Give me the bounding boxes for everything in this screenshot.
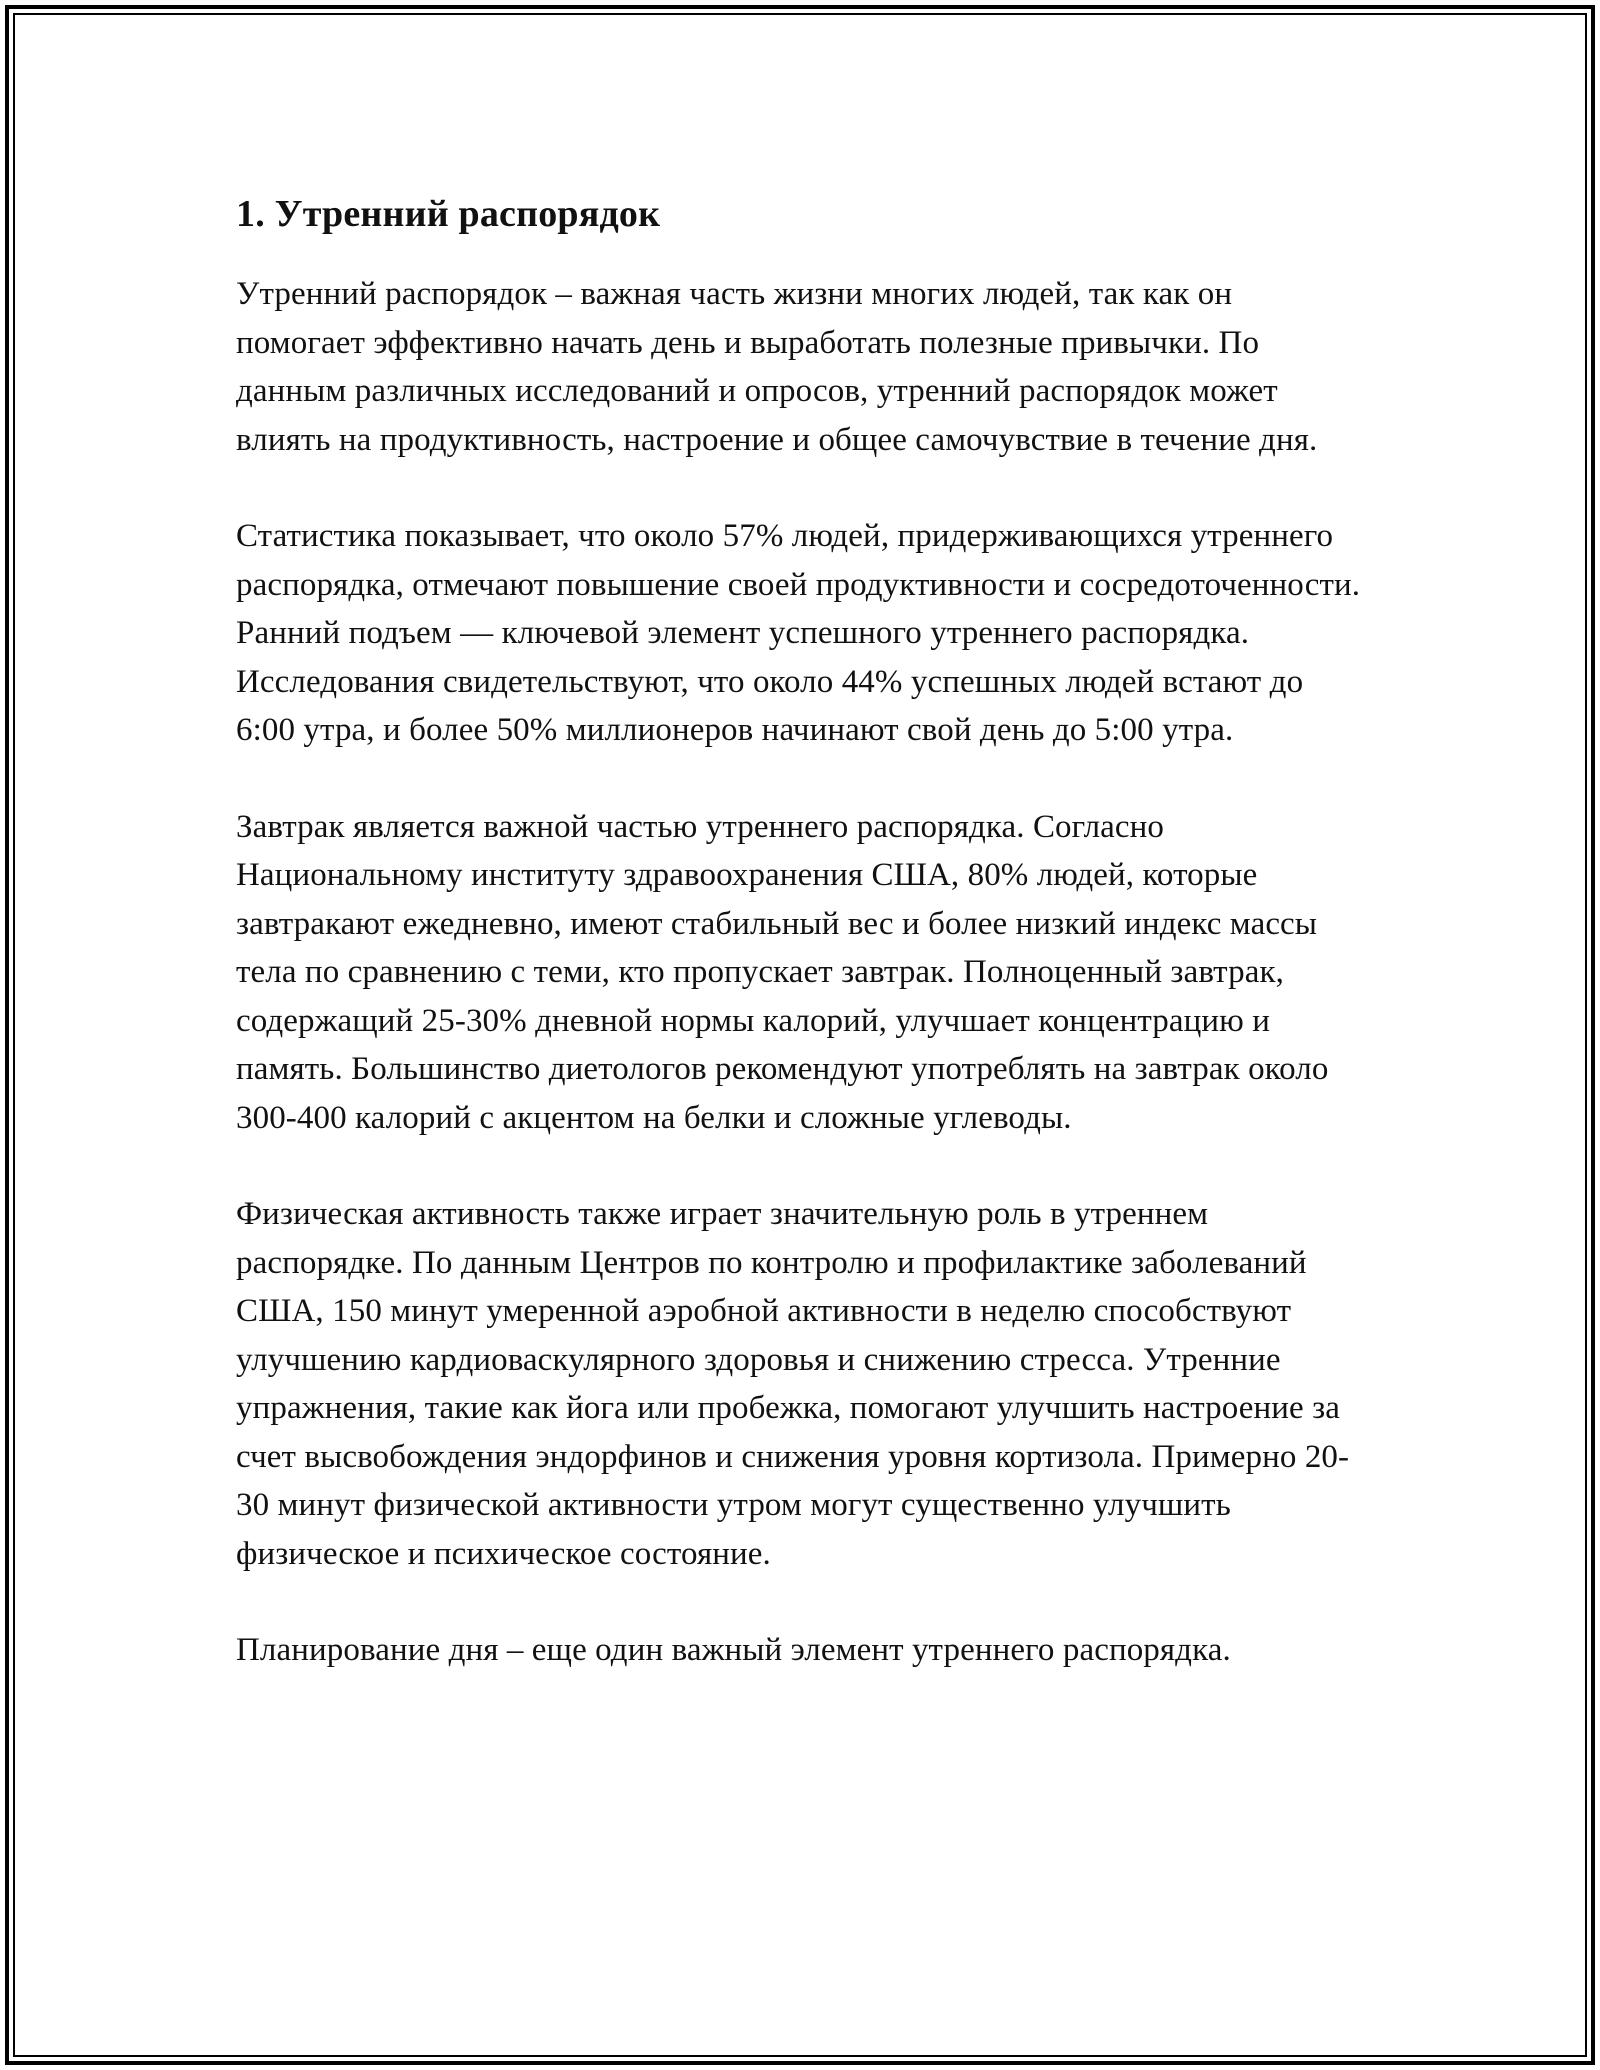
section-heading: 1. Утренний распорядок <box>236 193 661 235</box>
paragraph-intro: Утренний распорядок – важная часть жизни многих людей, так как он помогает эффективно начать день и выработать полезные привычки. По данным различных исследований и опросов, утренний распорядок может влиять на продуктивность, настроение и общее самочувствие в течение дня. <box>236 276 1318 458</box>
paragraph-breakfast: Завтрак является важной частью утреннего распорядка. Согласно Национальному институту здравоохранения США, 80% людей, которые завтракают ежедневно, имеют стабильный вес и более низкий индекс массы тела по сравнению с теми, кто пропускает завтрак. Полноценный завтрак, содержащий 25-30% дневной нормы калорий, улучшает концентрацию и память. Большинство диетологов рекомендуют употреблять на завтрак около 300-400 калорий с акцентом на белки и сложные углеводы. <box>236 808 1329 1136</box>
paragraph-physical-activity: Физическая активность также играет значительную роль в утреннем распорядке. По данным Центров по контролю и профилактике заболеваний США, 150 минут умеренной аэробной активности в неделю способствуют улучшению кардиоваскулярного здоровья и снижению стресса. Утренние упражнения, такие как йога или пробежка, помогают улучшить настроение за счет высвобождения эндорфинов и снижения уровня кортизола. Примерно 20-30 минут физической активности утром могут существенно улучшить физическое и психическое состояние. <box>236 1196 1350 1572</box>
paragraph-statistics: Статистика показывает, что около 57% людей, придерживающихся утреннего распорядка, отмечают повышение своей продуктивности и сосредоточенности. Ранний подъем — ключевой элемент успешного утреннего распорядка. Исследования свидетельствуют, что около 44% успешных людей встают до 6:00 утра, и более 50% миллионеров начинают свой день до 5:00 утра. <box>236 518 1361 748</box>
paragraph-planning: Планирование дня – еще один важный элемент утреннего распорядка. <box>236 1632 1231 1668</box>
document-body <box>236 188 1366 1723</box>
